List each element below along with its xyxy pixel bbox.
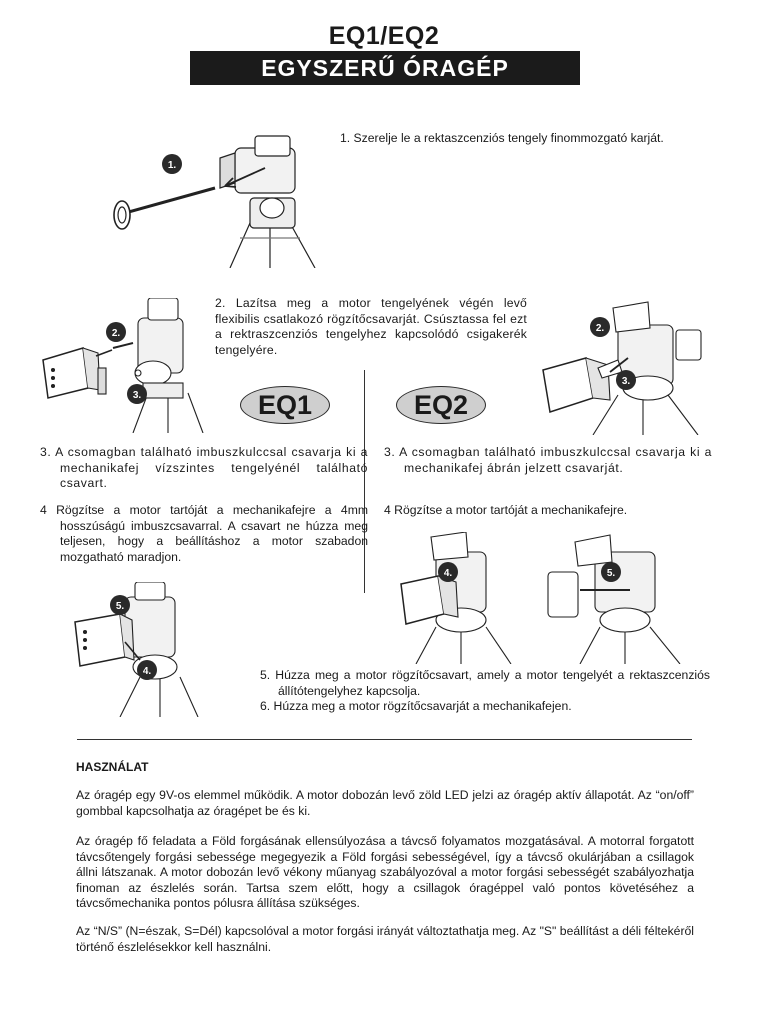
illustration-eq1-mounted	[70, 582, 200, 717]
eq2-step-4-text: 4 Rögzítse a motor tartóját a mechanikafejre.	[384, 503, 628, 517]
marker-1-label: 1.	[167, 160, 177, 171]
marker-2b-label: 2.	[595, 323, 605, 334]
step-5-text: 5. Húzza meg a motor rögzítőcsavart, amely a motor tengelyét a rektaszcenziós állítótengelyhez kapcsolja.	[260, 668, 710, 698]
marker-3-label: 3.	[132, 390, 142, 401]
section-divider	[77, 739, 692, 740]
eq1-step-3-text: 3. A csomagban található imbuszkulccsal csavarja ki a mechanikafej vízszintes tengelyénél található csavart.	[40, 445, 368, 490]
illustration-eq2-motor	[538, 300, 718, 435]
step-1-text: 1. Szerelje le a rektaszcenziós tengely finommozgató karját.	[340, 131, 664, 145]
usage-heading: HASZNÁLAT	[76, 760, 149, 774]
page-subtitle-banner: EGYSZERŰ ÓRAGÉP	[190, 51, 580, 85]
marker-3b-label: 3.	[621, 376, 631, 387]
eq2-badge: EQ2	[396, 386, 486, 424]
marker-4-label: 4.	[142, 666, 152, 677]
marker-2-label: 2.	[111, 328, 121, 339]
step-6-text: 6. Húzza meg a motor rögzítőcsavarját a mechanikafejen.	[260, 699, 572, 713]
usage-paragraph-1: Az óragép egy 9V-os elemmel működik. A motor dobozán levő zöld LED jelzi az óragép aktív állapotát. Az “on/off” gombbal kapcsolhatja az óragépet be és ki.	[76, 788, 694, 818]
page-title: EQ1/EQ2	[328, 22, 440, 50]
eq1-badge: EQ1	[240, 386, 330, 424]
illustration-eq2-mounted-b	[540, 532, 690, 664]
eq2-step-3-text: 3. A csomagban található imbuszkulccsal csavarja ki a mechanikafej ábrán jelzett csavarját.	[384, 445, 712, 475]
step-2-text: 2. Lazítsa meg a motor tengelyének végén levő flexibilis csatlakozó rögzítőcsavarját. Csúsztassa fel ezt a rektraszcenziós tengelyhez kapcsolódó csigakerék tengelyére.	[215, 296, 527, 357]
illustration-step1	[100, 128, 330, 268]
usage-paragraph-2: Az óragép fő feladata a Föld forgásának ellensúlyozása a távcső folyamatos mozgatásával. A motorral forgatott távcsőtengely forgási sebessége megegyezik a Föld forgási sebességével, így a távcső okulárjában a csillagok állni látszanak. A motor dobozán levő vékony műanyag szabályozóval a motor forgási sebességét szabályozhatja finoman az észlelés során. Tartsa szem előtt, hogy a csillagok óragéppel való pontos követéséhez a távcsőmechanika pontos pólusra állítása szükséges.	[76, 834, 694, 910]
marker-5-label: 5.	[115, 601, 125, 612]
illustration-eq2-mounted-a	[376, 532, 516, 664]
marker-5b-label: 5.	[606, 568, 616, 579]
eq1-step-4-text: 4 Rögzítse a motor tartóját a mechanikafejre a 4mm hosszúságú imbuszcsavarral. A csavart ne húzza meg teljesen, hogy a beállításhoz a motor szabadon mozgatható maradjon.	[40, 503, 368, 564]
illustration-eq1-motor	[38, 298, 208, 433]
usage-paragraph-3: Az “N/S” (N=észak, S=Dél) kapcsolóval a motor forgási irányát változtathatja meg. Az "S" beállítást a déli féltekéről történő észlelésekkor kell használni.	[76, 924, 694, 954]
marker-4b-label: 4.	[443, 568, 453, 579]
